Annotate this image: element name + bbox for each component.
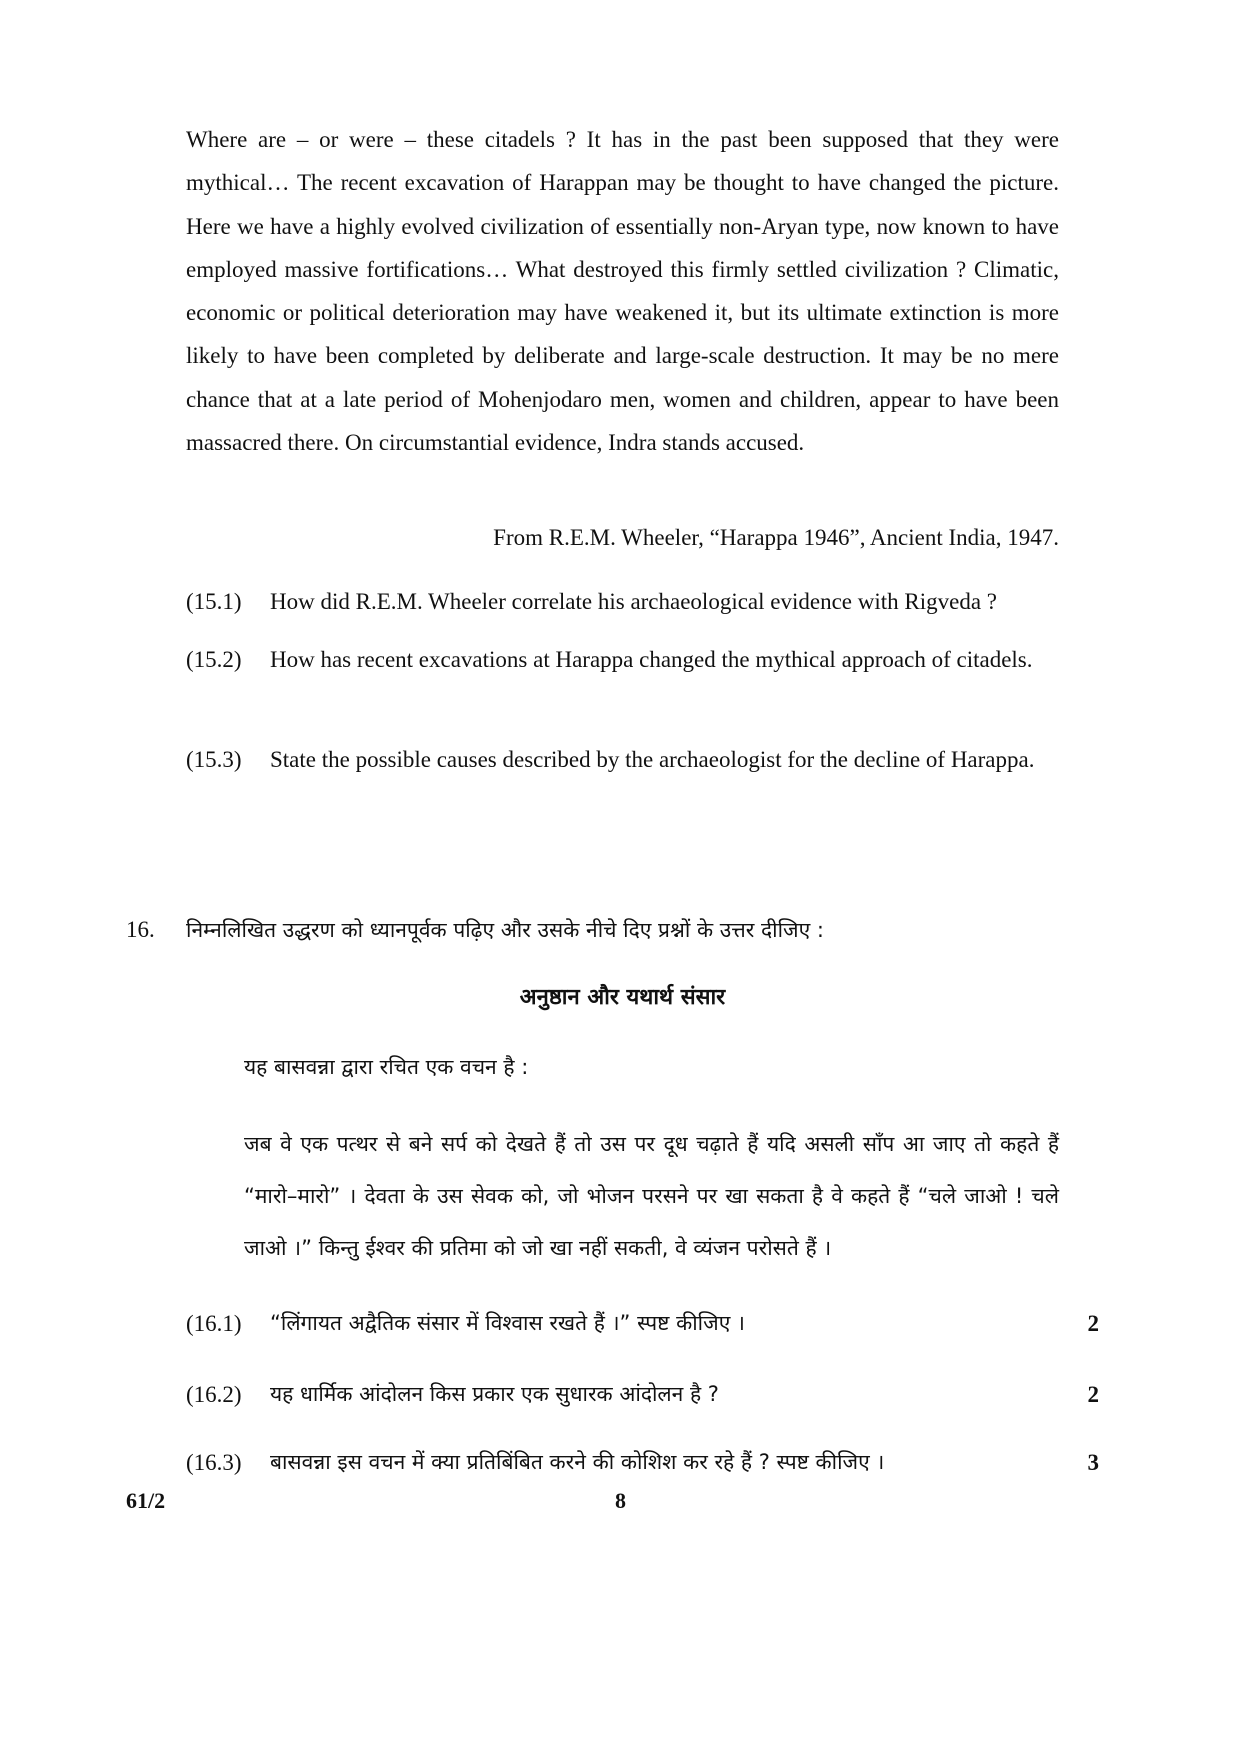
passage-15-source: From R.E.M. Wheeler, “Harappa 1946”, Ancient India, 1947.	[493, 525, 1059, 550]
question-number: (16.2)	[186, 1382, 242, 1407]
passage-15-text: Where are – or were – these citadels ? It has in the past been supposed that they were mythical… The recent excavation of Harappan may be thought to have changed the picture. Here we have a highly evolved civilization of essentially non-Aryan type, now known to have employed massive fortifications… What destroyed this firmly settled civilization ? Climatic, economic or political deterioration may have weakened it, but its ultimate extinction is more likely to have been completed by deliberate and large-scale destruction. It may be no mere chance that at a late period of Mohenjodaro men, women and children, appear to have been massacred there. On circumstantial evidence, Indra stands accused.	[186, 127, 1059, 456]
question-marks: 3	[1087, 1450, 1099, 1475]
question-text: बासवन्ना इस वचन में क्या प्रतिबिंबित करने की कोशिश कर रहे हैं ? स्पष्ट कीजिए ।	[270, 1450, 885, 1474]
passage-16-intro: यह बासवन्ना द्वारा रचित एक वचन है :	[244, 1055, 529, 1079]
question-marks: 2	[1087, 1311, 1099, 1336]
question-number: (16.3)	[186, 1450, 242, 1475]
page-number: 8	[615, 1488, 626, 1513]
question-instruction: निम्नलिखित उद्धरण को ध्यानपूर्वक पढ़िए और उसके नीचे दिए प्रश्नों के उत्तर दीजिए :	[186, 918, 825, 942]
question-number: (16.1)	[186, 1311, 242, 1336]
paper-code: 61/2	[126, 1488, 166, 1513]
question-number: (15.1)	[186, 589, 242, 614]
question-number: (15.3)	[186, 747, 242, 772]
question-text: यह धार्मिक आंदोलन किस प्रकार एक सुधारक आंदोलन है ?	[270, 1382, 719, 1406]
passage-16-vachan: जब वे एक पत्थर से बने सर्प को देखते हैं तो उस पर दूध चढ़ाते हैं यदि असली साँप आ जाए तो कहते हैं “मारो–मारो” । देवता के उस सेवक को, जो भोजन परसने पर खा सकता है वे कहते हैं “चले जाओ ! चले जाओ ।” किन्तु ईश्वर की प्रतिमा को जो खा नहीं सकती, वे व्यंजन परोसते हैं ।	[244, 1132, 1059, 1260]
question-text: How has recent excavations at Harappa changed the mythical approach of citadels.	[270, 647, 1033, 672]
question-text: State the possible causes described by the archaeologist for the decline of Harappa.	[270, 747, 1035, 772]
question-number: 16.	[126, 917, 155, 942]
question-number: (15.2)	[186, 647, 242, 672]
passage-16-title: अनुष्ठान और यथार्थ संसार	[519, 985, 726, 1010]
question-text: “लिंगायत अद्वैतिक संसार में विश्वास रखते हैं ।” स्पष्ट कीजिए ।	[270, 1311, 745, 1335]
question-marks: 2	[1087, 1382, 1099, 1407]
question-text: How did R.E.M. Wheeler correlate his archaeological evidence with Rigveda ?	[270, 589, 997, 614]
